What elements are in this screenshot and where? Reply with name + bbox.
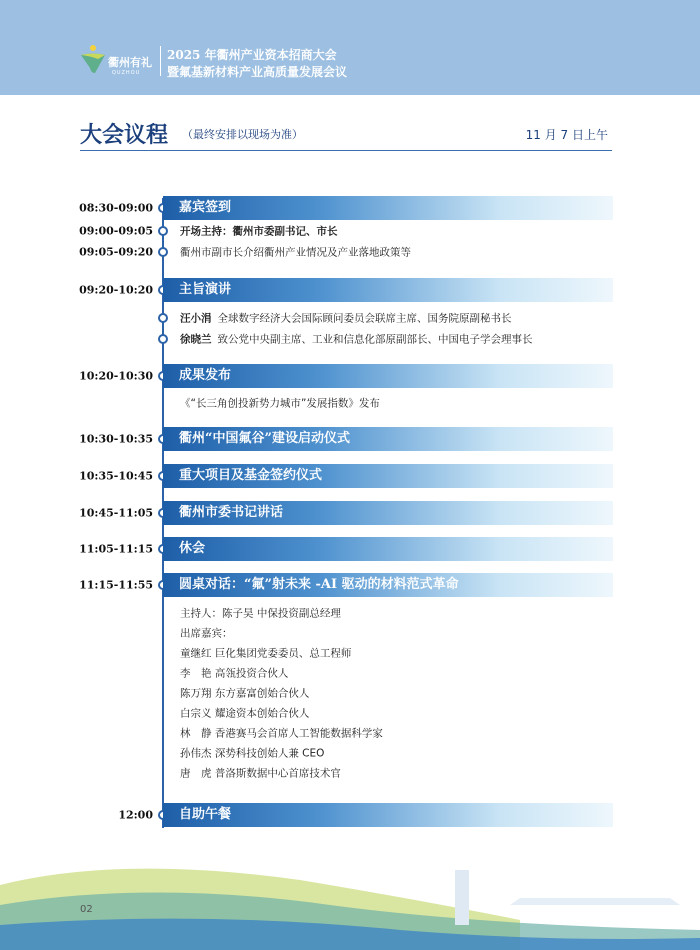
- session-bar: 成果发布: [163, 364, 613, 388]
- session-time: 11:05-11:15: [79, 542, 153, 556]
- agenda-date: 11 月 7 日上午: [525, 128, 608, 142]
- header-divider: [160, 46, 161, 76]
- session-bar: 嘉宾签到: [163, 196, 613, 220]
- guest-item: 李 艳 高瓴投资合伙人: [180, 667, 289, 680]
- timeline-dot: [158, 313, 168, 323]
- speaker-name: 徐晓兰: [180, 333, 212, 346]
- session-time: 08:30-09:00: [79, 201, 153, 215]
- session-bar: 主旨演讲: [163, 278, 613, 302]
- guest-item: 孙伟杰 深势科技创始人兼 CEO: [180, 747, 325, 760]
- timeline-dot: [158, 334, 168, 344]
- session-bar: 重大项目及基金签约仪式: [163, 464, 613, 488]
- session-time: 09:00-09:05: [79, 224, 153, 238]
- timeline-dot: [158, 226, 168, 236]
- guest-item: 林 静 香港赛马会首席人工智能数据科学家: [180, 727, 383, 740]
- session-time: 09:05-09:20: [79, 245, 153, 259]
- session-item: 开场主持：衢州市委副书记、市长: [180, 225, 338, 238]
- guests-label: 出席嘉宾：: [180, 627, 233, 640]
- conference-title-line2: 暨氟基新材料产业高质量发展会议: [167, 65, 348, 79]
- title-divider: [80, 150, 612, 151]
- timeline-dot: [158, 247, 168, 257]
- landscape-decoration: [0, 850, 700, 950]
- session-bar: 衢州市委书记讲话: [163, 501, 613, 525]
- logo-text: 衢州有礼: [108, 56, 152, 69]
- speaker-item: [180, 311, 512, 326]
- guest-item: 陈万翔 东方嘉富创始合伙人: [180, 687, 310, 700]
- roundtable-host: 主持人：陈子昊 中保投资副总经理: [180, 607, 341, 620]
- session-time: 11:15-11:55: [79, 578, 153, 592]
- page-title: 大会议程: [80, 122, 169, 148]
- page-number: 02: [80, 904, 93, 915]
- session-bar: 圆桌对话：“氟”射未来 -AI 驱动的材料范式革命: [163, 573, 613, 597]
- session-time: 10:20-10:30: [79, 369, 153, 383]
- session-bar: 衢州“中国氟谷”建设启动仪式: [163, 427, 613, 451]
- speaker-title: 致公党中央副主席、工业和信息化部原副部长、中国电子学会理事长: [217, 333, 533, 346]
- agenda-note: （最终安排以现场为准）: [182, 128, 303, 141]
- speaker-name: 汪小涓: [180, 312, 212, 325]
- session-item: 《“长三角创投新势力城市”发展指数》发布: [180, 397, 380, 410]
- session-time: 10:45-11:05: [79, 506, 153, 520]
- speaker-item: [180, 332, 533, 347]
- guest-item: 白宗义 耀途资本创始合伙人: [180, 707, 310, 720]
- session-time: 10:35-10:45: [79, 469, 153, 483]
- session-bar: 休会: [163, 537, 613, 561]
- session-time: 09:20-10:20: [79, 283, 153, 297]
- session-item: 衢州市副市长介绍衢州产业情况及产业落地政策等: [180, 246, 411, 259]
- session-time: 10:30-10:35: [79, 432, 153, 446]
- session-bar: 自助午餐: [163, 803, 613, 827]
- logo-subtext: QUZHOU: [112, 70, 141, 76]
- session-time: 12:00: [118, 808, 153, 822]
- guest-item: 童继红 巨化集团党委委员、总工程师: [180, 647, 352, 660]
- speaker-title: 全球数字经济大会国际顾问委员会联席主席、国务院原副秘书长: [217, 312, 512, 325]
- guest-item: 唐 虎 普洛斯数据中心首席技术官: [180, 767, 341, 780]
- conference-title-line1: 2025 年衢州产业资本招商大会: [167, 48, 337, 62]
- logo-icon: [80, 44, 106, 74]
